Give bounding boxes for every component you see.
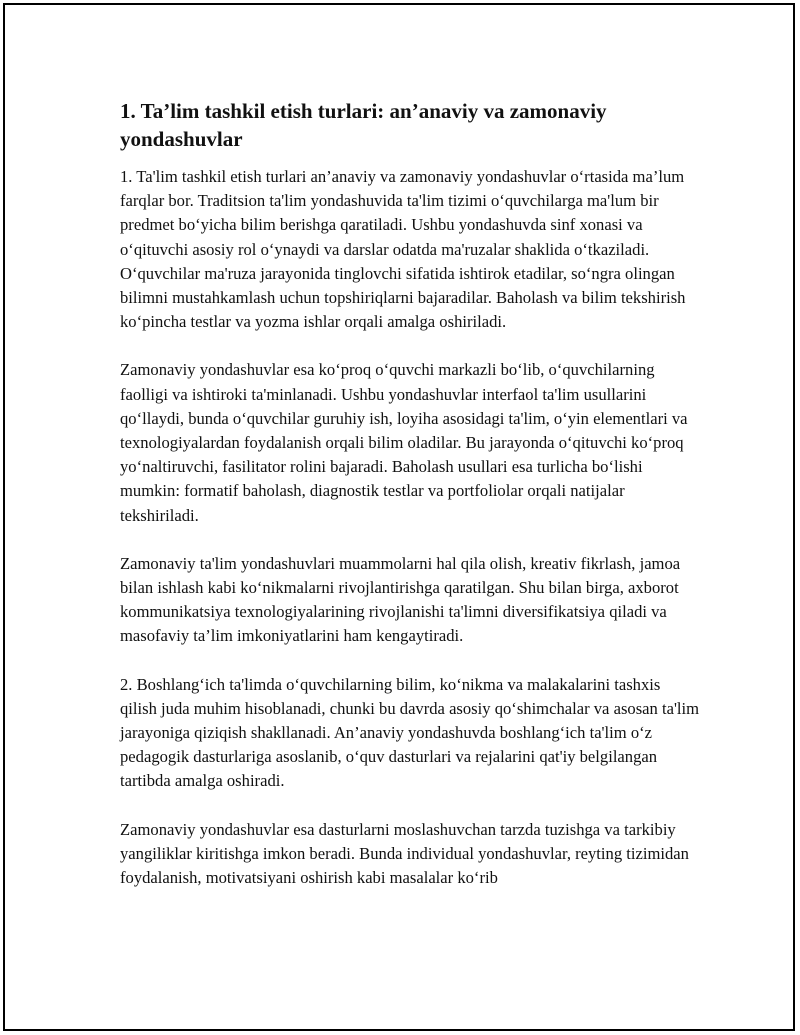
paragraph: 1. Ta'lim tashkil etish turlari an’anaviy va zamonaviy yondashuvlar o‘rtasida ma’lum farqlar bor. Traditsion ta'lim yondashuvida ta'lim tizimi o‘quvchilarga ma'lum bir predmet bo‘yicha bilim berishga qaratiladi. Ushbu yondashuvda sinf xonasi va o‘qituvchi asosiy rol o‘ynaydi va darslar odatda ma'ruzalar shaklida o‘tkaziladi. O‘quvchilar ma'ruza jarayonida tinglovchi sifatida ishtirok etadilar, so‘ngra olingan bilimni mustahkamlash uchun topshiriqlarni bajaradilar. Baholash va bilim tekshirish ko‘pincha testlar va yozma ishlar orqali amalga oshiriladi. [120,167,686,332]
document-body [120,97,700,914]
paragraph: Zamonaviy yondashuvlar esa dasturlarni moslashuvchan tarzda tuzishga va tarkibiy yangiliklar kiritishga imkon beradi. Bunda individual yondashuvlar, reyting tizimidan foydalanish, motivatsiyani oshirish kabi masalalar ko‘rib [120,819,689,888]
paragraph: 2. Boshlang‘ich ta'limda o‘quvchilarning bilim, ko‘nikma va malakalarini tashxis qilish juda muhim hisoblanadi, chunki bu davrda asosiy qo‘shimchalar va asosan ta'lim jarayoniga qiziqish shakllanadi. An’anaviy yondashuvda boshlang‘ich ta'lim o‘z pedagogik dasturlariga asoslanib, o‘quv dasturlari va rejalarini qat'iy belgilangan tartibda amalga oshiradi. [120,674,700,791]
document-page [3,3,795,1031]
section-heading: 1. Ta’lim tashkil etish turlari: an’anaviy va zamonaviy yondashuvlar [120,99,607,151]
paragraph: Zamonaviy ta'lim yondashuvlari muammolarni hal qila olish, kreativ fikrlash, jamoa bilan ishlash kabi ko‘nikmalarni rivojlantirishga qaratilgan. Shu bilan birga, axborot kommunikatsiya texnologiyalarining rivojlanishi ta'limni diversifikatsiya qiladi va masofaviy ta’lim imkoniyatlarini ham kengaytiradi. [120,553,681,646]
paragraph: Zamonaviy yondashuvlar esa ko‘proq o‘quvchi markazli bo‘lib, o‘quvchilarning faolligi va ishtiroki ta'minlanadi. Ushbu yondashuvlar interfaol ta'lim usullarini qo‘llaydi, bunda o‘quvchilar guruhiy ish, loyiha asosidagi ta'lim, o‘yin elementlari va texnologiyalardan foydalanish orqali bilim oladilar. Bu jarayonda o‘qituvchi ko‘proq yo‘naltiruvchi, fasilitator rolini bajaradi. Baholash usullari esa turlicha bo‘lishi mumkin: formatif baholash, diagnostik testlar va portfoliolar orqali natijalar tekshiriladi. [120,360,688,525]
